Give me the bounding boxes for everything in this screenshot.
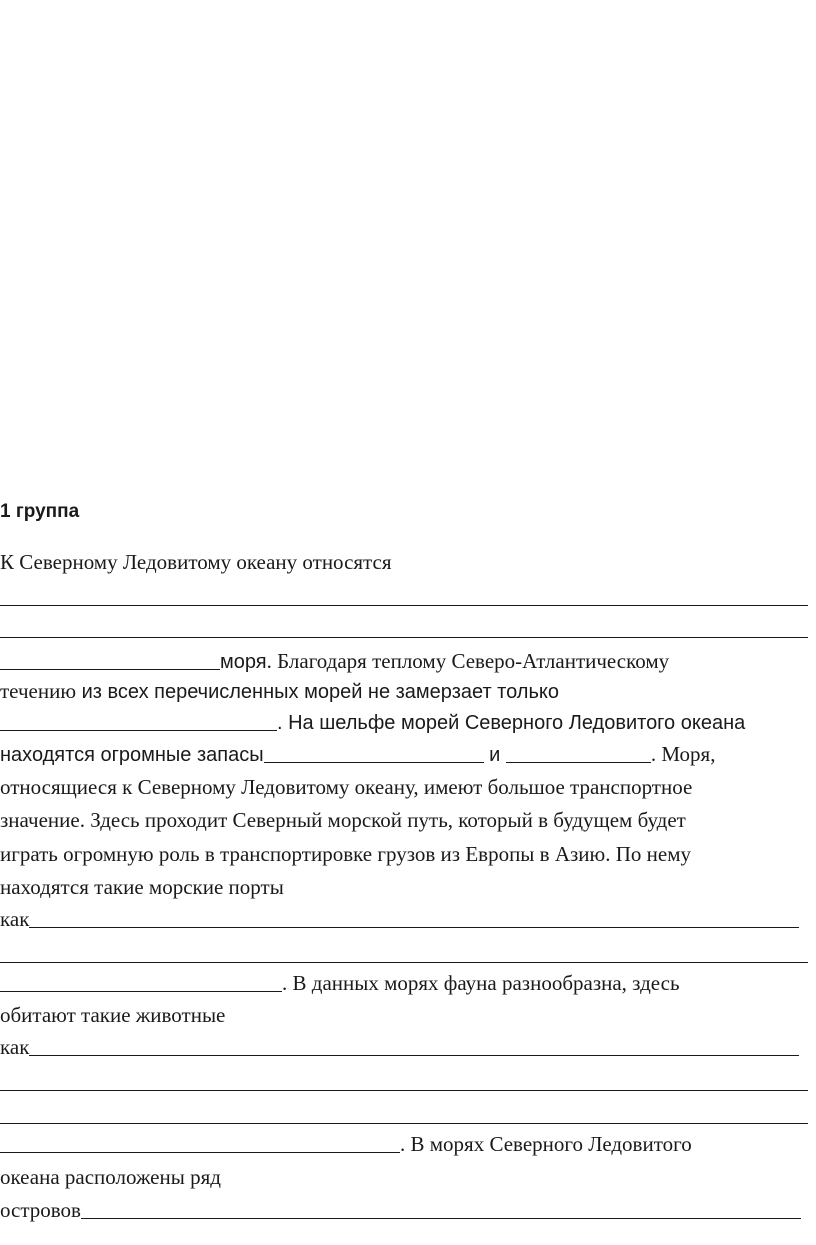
answer-blank-ports-3[interactable] xyxy=(0,971,282,992)
text-line: океана расположены ряд xyxy=(0,1165,221,1189)
answer-line-ports-2[interactable] xyxy=(0,962,808,963)
text-line: относящиеся к Северному Ледовитому океану, имеют большое транспортное xyxy=(0,775,693,799)
intro-line: К Северному Ледовитому океану относятся xyxy=(0,550,392,574)
text-line: значение. Здесь проходит Северный морской путь, который в будущем будет xyxy=(0,808,686,832)
shelf-text: . На шельфе морей Северного Ледовитого океана xyxy=(277,712,746,734)
flow-text: течению xyxy=(0,679,77,703)
group-heading: 1 группа xyxy=(0,501,80,522)
answer-blank-resource-2[interactable] xyxy=(506,742,651,763)
current-text: . Благодаря теплому Северо-Атлантическому xyxy=(266,649,670,673)
answer-blank-resource-1[interactable] xyxy=(264,742,484,763)
frozen-text: из всех перечисленных морей не замерзает только xyxy=(76,681,559,703)
answer-blank-animals-4[interactable] xyxy=(0,1132,400,1153)
answer-blank-seas-3[interactable] xyxy=(0,649,220,670)
and-text: и xyxy=(483,744,506,766)
seas-sentence-start: . Моря, xyxy=(650,742,716,766)
islands-word: островов xyxy=(0,1198,81,1222)
text-line xyxy=(0,740,715,769)
answer-line-animals-2[interactable] xyxy=(0,1090,808,1091)
reserves-text: находятся огромные запасы xyxy=(0,744,264,766)
text-line xyxy=(0,1033,799,1061)
answer-blank-animals-1[interactable] xyxy=(29,1035,799,1056)
seas-word: моря xyxy=(220,651,267,673)
text-line xyxy=(0,677,559,706)
as-word: как xyxy=(0,907,30,931)
text-line: обитают такие животные xyxy=(0,1003,226,1027)
answer-blank-unfrozen-sea[interactable] xyxy=(0,710,277,731)
answer-line-animals-3[interactable] xyxy=(0,1123,808,1124)
answer-blank-ports-1[interactable] xyxy=(29,907,799,928)
text-line xyxy=(0,647,669,676)
text-line: находятся такие морские порты xyxy=(0,875,284,899)
answer-line-seas-2[interactable] xyxy=(0,637,808,638)
islands-intro-text: . В морях Северного Ледовитого xyxy=(400,1132,692,1156)
text-line xyxy=(0,708,745,737)
text-line xyxy=(0,1196,801,1224)
fauna-text: . В данных морях фауна разнообразна, здесь xyxy=(282,971,680,995)
answer-line-seas-1[interactable] xyxy=(0,605,808,606)
text-line xyxy=(0,1130,692,1158)
answer-blank-islands[interactable] xyxy=(81,1198,801,1219)
text-line xyxy=(0,969,680,997)
as-word: как xyxy=(0,1035,30,1059)
text-line xyxy=(0,905,799,933)
text-line: играть огромную роль в транспортировке грузов из Европы в Азию. По нему xyxy=(0,842,691,866)
